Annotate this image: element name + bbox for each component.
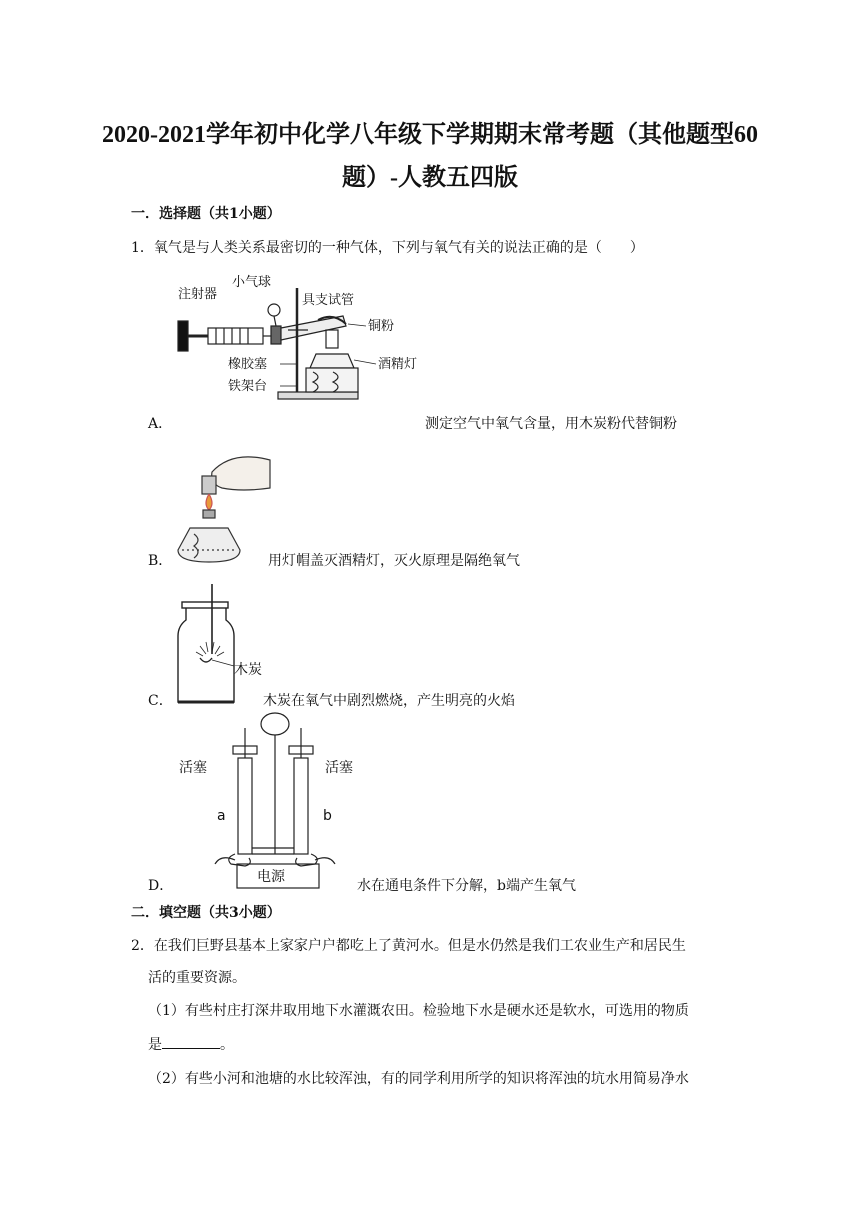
label-electrode-a: a [217,808,226,824]
label-syringe: 注射器 [178,287,218,302]
label-electrode-b: b [323,808,332,824]
label-balloon: 小气球 [232,275,272,290]
option-b-label: B． [148,553,173,569]
label-charcoal: 木炭 [234,662,262,678]
question-2-part1-post: 。 [220,1037,234,1053]
label-tube: 具支试管 [302,293,355,308]
doc-title-line1: 2020-2021学年初中化学八年级下学期期末常考题（其他题型60 [102,122,758,148]
question-2-part1-line2 [148,1034,234,1054]
option-b-text: 用灯帽盖灭酒精灯，灭火原理是隔绝氧气 [268,553,520,569]
section-heading-fill: 二．填空题（共3小题） [131,905,281,921]
doc-title-line2: 题）-人教五四版 [342,165,518,191]
label-valve-right: 活塞 [325,760,353,776]
figure-d-electrolysis [175,708,375,892]
question-2-part2-line1: （2）有些小河和池塘的水比较浑浊，有的同学利用所学的知识将浑浊的坑水用简易净水 [148,1071,689,1087]
option-d-label: D． [148,878,174,894]
label-stopper: 橡胶塞 [228,357,268,372]
figure-a-apparatus [168,268,438,404]
option-a-label: A． [148,416,173,432]
label-copper: 铜粉 [368,319,395,334]
label-lamp: 酒精灯 [378,357,418,372]
label-stand: 铁架台 [228,379,268,394]
option-a-text: 测定空气中氧气含量，用木炭粉代替铜粉 [425,416,677,432]
question-2-part1-pre: 是 [148,1037,162,1053]
label-power: 电源 [257,869,285,885]
question-2-stem-line1: 2．在我们巨野县基本上家家户户都吃上了黄河水。但是水仍然是我们工农业生产和居民生 [131,938,686,954]
option-c-text: 木炭在氧气中剧烈燃烧，产生明亮的火焰 [263,693,515,709]
option-d-text: 水在通电条件下分解，b端产生氧气 [357,878,576,894]
question-2-stem-line2: 活的重要资源。 [148,970,246,986]
question-2-part1-line1: （1）有些村庄打深井取用地下水灌溉农田。检验地下水是硬水还是软水，可选用的物质 [148,1003,689,1019]
label-valve-left: 活塞 [179,760,207,776]
section-heading-choice: 一．选择题（共1小题） [131,206,281,222]
question-1-stem: 1．氧气是与人类关系最密切的一种气体，下列与氧气有关的说法正确的是（ ） [131,240,644,256]
figure-b-alcohol-lamp [172,450,272,570]
answer-blank[interactable] [162,1036,220,1049]
option-c-label: C． [148,693,173,709]
